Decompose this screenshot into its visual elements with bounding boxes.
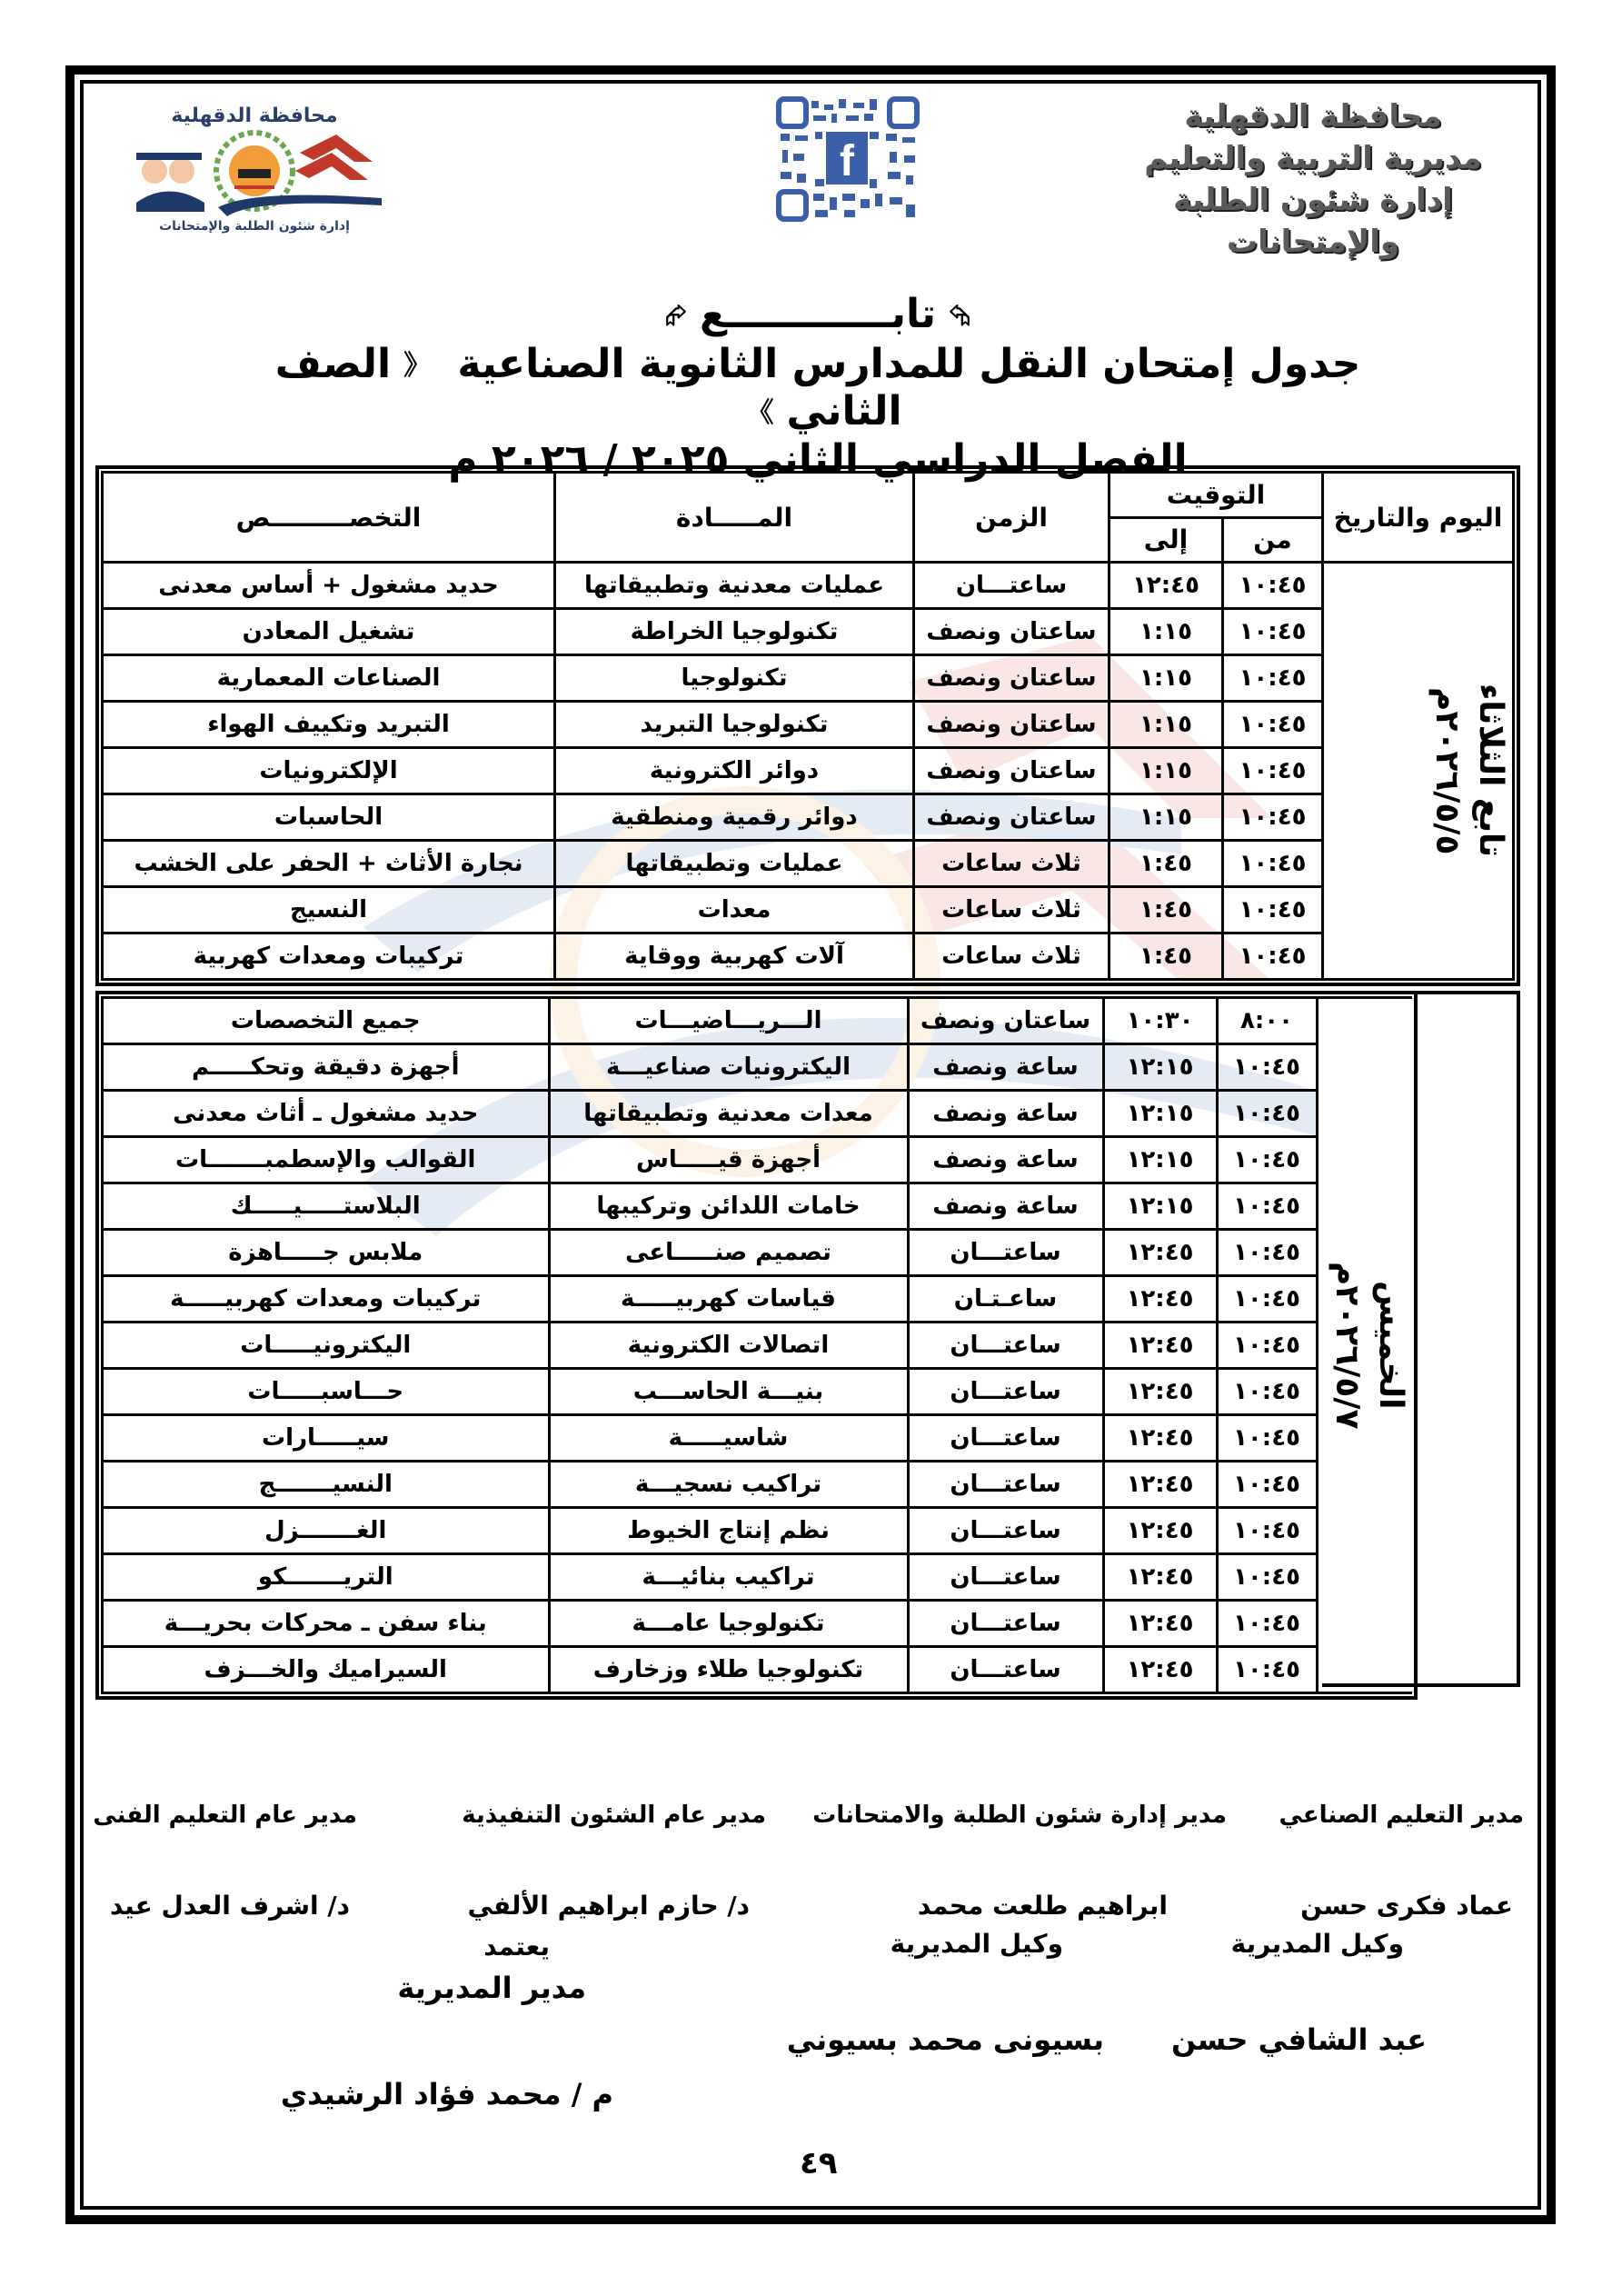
start-time: ١٠:٤٥ — [1217, 1276, 1317, 1323]
specialization: النسيـــــــج — [103, 1462, 550, 1508]
schedule-table-thursday — [95, 991, 1418, 1700]
table-row — [103, 1137, 1413, 1183]
end-time: ١٢:٤٥ — [1103, 1323, 1217, 1369]
specialization: حـــاسبـــــات — [103, 1369, 550, 1415]
end-time: ١٢:٤٥ — [1103, 1647, 1217, 1693]
start-time: ١٠:٤٥ — [1217, 1323, 1317, 1369]
specialization: النسيج — [103, 887, 555, 933]
end-time: ١٢:١٥ — [1103, 1044, 1217, 1091]
start-time: ١٠:٤٥ — [1223, 702, 1323, 748]
table-row — [103, 1044, 1413, 1091]
duration: ساعتـــان — [908, 1601, 1103, 1647]
start-time: ١٠:٤٥ — [1217, 1601, 1317, 1647]
director-title: مدير المديرية — [397, 1971, 586, 2005]
specialization: حديد مشغول + أساس معدنى — [103, 563, 555, 609]
subject: شاسيـــــة — [549, 1415, 908, 1462]
specialization: الصناعات المعمارية — [103, 655, 555, 702]
end-time: ١٢:٤٥ — [1103, 1369, 1217, 1415]
signatory-name-3: د/ حازم ابراهيم الألفي — [467, 1891, 750, 1921]
specialization: الغـــــــزل — [103, 1508, 550, 1554]
start-time: ١٠:٤٥ — [1217, 1044, 1317, 1091]
subject: قياسات كهربيـــــة — [549, 1276, 908, 1323]
directorate-logo — [118, 98, 391, 235]
duration: ساعتـــان — [908, 1462, 1103, 1508]
subject: تكنولوجيا التبريد — [555, 702, 914, 748]
signature-title-student-affairs: مدير إدارة شئون الطلبة والامتحانات — [812, 1802, 1227, 1829]
table-row — [103, 794, 1514, 841]
subject: تصميم صنـــــاعى — [549, 1230, 908, 1276]
table-row — [103, 748, 1514, 794]
header-duration: الزمن — [914, 473, 1110, 563]
duration: ثلاث ساعات — [914, 887, 1110, 933]
duration: ساعتـــان — [908, 1508, 1103, 1554]
end-time: ١٢:٤٥ — [1110, 563, 1223, 609]
duration: ساعتـــان — [908, 1415, 1103, 1462]
subject: دوائر رقمية ومنطقية — [555, 794, 914, 841]
end-time: ١٢:٤٥ — [1103, 1601, 1217, 1647]
governorate-name: محافظة الدقهلية — [1184, 98, 1442, 135]
table-row — [103, 1276, 1413, 1323]
table-row — [103, 1554, 1413, 1601]
duration: ساعة ونصف — [908, 1183, 1103, 1230]
ornament-icon: ⮲ — [949, 300, 971, 332]
start-time: ١٠:٤٥ — [1217, 1230, 1317, 1276]
subject: اليكترونيات صناعيـــة — [549, 1044, 908, 1091]
signatory-name-1: عماد فكرى حسن — [1300, 1891, 1513, 1921]
end-time: ١٢:٤٥ — [1103, 1554, 1217, 1601]
table-row — [103, 1323, 1413, 1369]
header-from: من — [1223, 517, 1323, 563]
specialization: نجارة الأثاث + الحفر على الخشب — [103, 841, 555, 887]
schedule-table-tuesday — [95, 465, 1520, 986]
subject: خامات اللدائن وتركيبها — [549, 1183, 908, 1230]
signature-title-executive-affairs: مدير عام الشئون التنفيذية — [462, 1802, 766, 1829]
subject: بنيـــة الحاســـب — [549, 1369, 908, 1415]
approval-label: يعتمد — [483, 1932, 550, 1962]
specialization: حديد مشغول ـ أثاث معدنى — [103, 1091, 550, 1137]
start-time: ١٠:٤٥ — [1217, 1647, 1317, 1693]
subject: معدات — [555, 887, 914, 933]
duration: ساعتان ونصف — [914, 702, 1110, 748]
table-row — [103, 563, 1514, 609]
table-row — [103, 841, 1514, 887]
table-row — [103, 1415, 1413, 1462]
start-time: ١٠:٤٥ — [1223, 933, 1323, 980]
svg-text:f: f — [840, 137, 854, 185]
subject: آلات كهربية ووقاية — [555, 933, 914, 980]
specialization: البلاستـــــيـــــك — [103, 1183, 550, 1230]
end-time: ١٢:١٥ — [1103, 1137, 1217, 1183]
organization-header — [1104, 95, 1522, 263]
specialization: التبريد وتكييف الهواء — [103, 702, 555, 748]
start-time: ١٠:٤٥ — [1217, 1462, 1317, 1508]
end-time: ١٢:٤٥ — [1103, 1230, 1217, 1276]
start-time: ١٠:٤٥ — [1223, 748, 1323, 794]
signature-title-industrial-education: مدير التعليم الصناعي — [1279, 1802, 1524, 1829]
duration: ثلاث ساعات — [914, 933, 1110, 980]
exam-schedule-title: جدول إمتحان النقل للمدارس الثانوية الصناعية 《الصف الثاني》 — [274, 341, 1361, 434]
end-time: ١:١٥ — [1110, 655, 1223, 702]
duration: ساعتـــان — [908, 1230, 1103, 1276]
duration: ساعتان ونصف — [914, 748, 1110, 794]
subject: أجهزة قيـــــاس — [549, 1137, 908, 1183]
duration: ساعتان ونصف — [914, 609, 1110, 655]
specialization: سيـــــارات — [103, 1415, 550, 1462]
start-time: ١٠:٤٥ — [1217, 1137, 1317, 1183]
specialization: الحاسبات — [103, 794, 555, 841]
ornament-icon: ⮳ — [664, 300, 687, 332]
table-row — [103, 702, 1514, 748]
start-time: ١٠:٤٥ — [1223, 655, 1323, 702]
duration: ساعتان ونصف — [914, 794, 1110, 841]
deputy-name-1: عبد الشافي حسن — [1171, 2022, 1427, 2057]
duration: ساعـتـان — [908, 1276, 1103, 1323]
specialization: الإلكترونيات — [103, 748, 555, 794]
duration: ساعتـــان — [908, 1323, 1103, 1369]
table-row — [103, 1601, 1413, 1647]
signature-title-technical-education: مدير عام التعليم الفنى — [93, 1802, 357, 1829]
duration: ساعة ونصف — [908, 1091, 1103, 1137]
logo-title-text: محافظة الدقهلية — [171, 105, 338, 127]
duration: ساعتـــان — [908, 1554, 1103, 1601]
start-time: ١٠:٤٥ — [1223, 887, 1323, 933]
subject: تكنولوجيا — [555, 655, 914, 702]
duration: ساعتـــان — [908, 1647, 1103, 1693]
deputy-title-2: وكيل المديرية — [890, 1929, 1063, 1959]
exam-date: ٢٠٢٦/٥/٥م — [1428, 686, 1466, 855]
duration: ثلاث ساعات — [914, 841, 1110, 887]
header-subject: المـــــادة — [555, 473, 914, 563]
subject: عمليات وتطبيقاتها — [555, 841, 914, 887]
end-time: ١٢:١٥ — [1103, 1091, 1217, 1137]
end-time: ١:١٥ — [1110, 702, 1223, 748]
start-time: ١٠:٤٥ — [1217, 1091, 1317, 1137]
directorate-name: مديرية التربية والتعليم — [1144, 140, 1482, 176]
duration: ساعة ونصف — [908, 1137, 1103, 1183]
subject: معدات معدنية وتطبيقاتها — [549, 1091, 908, 1137]
deputy-title-1: وكيل المديرية — [1230, 1929, 1404, 1959]
subject: تكنولوجيا عامـــة — [549, 1601, 908, 1647]
logo-subtitle-text: إدارة شئون الطلبة والإمتحانات — [159, 219, 350, 234]
end-time: ١٢:٤٥ — [1103, 1508, 1217, 1554]
start-time: ١٠:٤٥ — [1217, 1508, 1317, 1554]
grade-label: الصف الثاني — [274, 341, 902, 434]
subject: تراكيب بنائيـــة — [549, 1554, 908, 1601]
signatory-name-4: د/ اشرف العدل عيد — [109, 1891, 350, 1921]
subject: الـــريـــاضيـــات — [549, 998, 908, 1044]
thursday-day-column-border — [1322, 991, 1520, 1687]
start-time: ١٠:٤٥ — [1223, 794, 1323, 841]
header-day-date: اليوم والتاريخ — [1323, 473, 1514, 563]
header-to: إلى — [1110, 517, 1223, 563]
specialization: اليكترونيـــــات — [103, 1323, 550, 1369]
department-name: إدارة شئون الطلبة والإمتحانات — [1173, 182, 1453, 260]
table-row — [103, 1369, 1413, 1415]
duration: ساعتان ونصف — [908, 998, 1103, 1044]
bracket-ornament-icon: 》 — [746, 397, 774, 429]
end-time: ١:١٥ — [1110, 794, 1223, 841]
document-titles — [273, 289, 1363, 484]
start-time: ١٠:٤٥ — [1223, 563, 1323, 609]
specialization: جميع التخصصات — [103, 998, 550, 1044]
end-time: ١٢:٤٥ — [1103, 1415, 1217, 1462]
start-time: ١٠:٤٥ — [1217, 1369, 1317, 1415]
table-row — [103, 655, 1514, 702]
duration: ساعتان ونصف — [914, 655, 1110, 702]
subject: عمليات معدنية وتطبيقاتها — [555, 563, 914, 609]
specialization: تشغيل المعادن — [103, 609, 555, 655]
bracket-ornament-icon: 《 — [403, 350, 432, 382]
deputy-name-2: بسيونى محمد بسيوني — [786, 2022, 1104, 2057]
table-row — [103, 1508, 1413, 1554]
day-name: الخميس — [1372, 1281, 1409, 1410]
table-row — [103, 1230, 1413, 1276]
start-time: ١٠:٤٥ — [1223, 841, 1323, 887]
day-date-cell — [1323, 563, 1514, 980]
end-time: ١٢:٤٥ — [1103, 1276, 1217, 1323]
subject: تراكيب نسجيـــة — [549, 1462, 908, 1508]
table-row — [103, 998, 1413, 1044]
duration: ساعتـــان — [908, 1369, 1103, 1415]
subject: تكنولوجيا طلاء وزخارف — [549, 1647, 908, 1693]
start-time: ١٠:٤٥ — [1217, 1554, 1317, 1601]
end-time: ١٢:١٥ — [1103, 1183, 1217, 1230]
facebook-qr-code-icon — [775, 95, 920, 223]
start-time: ١٠:٤٥ — [1223, 609, 1323, 655]
specialization: التريـــــــكو — [103, 1554, 550, 1601]
end-time: ١:١٥ — [1110, 609, 1223, 655]
end-time: ١:١٥ — [1110, 748, 1223, 794]
day-name: تابع الثلاثاء — [1472, 684, 1509, 858]
start-time: ١٠:٤٥ — [1217, 1183, 1317, 1230]
end-time: ١:٤٥ — [1110, 887, 1223, 933]
subject: اتصالات الكترونية — [549, 1323, 908, 1369]
specialization: تركيبات ومعدات كهربية — [103, 933, 555, 980]
start-time: ١٠:٤٥ — [1217, 1415, 1317, 1462]
specialization: السيراميك والخـــزف — [103, 1647, 550, 1693]
continued-heading: ⮲تابــــــــــــع⮳ — [273, 289, 1363, 342]
table-row — [103, 933, 1514, 980]
end-time: ١٠:٣٠ — [1103, 998, 1217, 1044]
table-row — [103, 887, 1514, 933]
end-time: ١:٤٥ — [1110, 933, 1223, 980]
specialization: القوالب والإسطمبـــــــات — [103, 1137, 550, 1183]
table-row — [103, 1462, 1413, 1508]
table-row — [103, 609, 1514, 655]
subject: نظم إنتاج الخيوط — [549, 1508, 908, 1554]
end-time: ١٢:٤٥ — [1103, 1462, 1217, 1508]
header-specialization: التخصـــــــــص — [103, 473, 555, 563]
specialization: أجهزة دقيقة وتحكـــــم — [103, 1044, 550, 1091]
table-row — [103, 1183, 1413, 1230]
signatory-name-2: ابراهيم طلعت محمد — [917, 1891, 1168, 1921]
specialization: ملابس جـــــاهزة — [103, 1230, 550, 1276]
table-row — [103, 1091, 1413, 1137]
semester-title: الفصل الدراسي الثاني ٢٠٢٥ / ٢٠٢٦ م — [448, 436, 1188, 483]
subject: دوائر الكترونية — [555, 748, 914, 794]
director-name: م / محمد فؤاد الرشيدي — [280, 2077, 613, 2111]
duration: ساعتـــان — [914, 563, 1110, 609]
table-row — [103, 1647, 1413, 1693]
page-number: ٤٩ — [800, 2145, 838, 2181]
header-timing: التوقيت — [1110, 473, 1323, 518]
duration: ساعة ونصف — [908, 1044, 1103, 1091]
end-time: ١:٤٥ — [1110, 841, 1223, 887]
start-time: ٨:٠٠ — [1217, 998, 1317, 1044]
subject: تكنولوجيا الخراطة — [555, 609, 914, 655]
specialization: بناء سفن ـ محركات بحريـــة — [103, 1601, 550, 1647]
exam-date: ٢٠٢٦/٥/٧م — [1328, 1261, 1366, 1430]
specialization: تركيبات ومعدات كهربيـــــة — [103, 1276, 550, 1323]
